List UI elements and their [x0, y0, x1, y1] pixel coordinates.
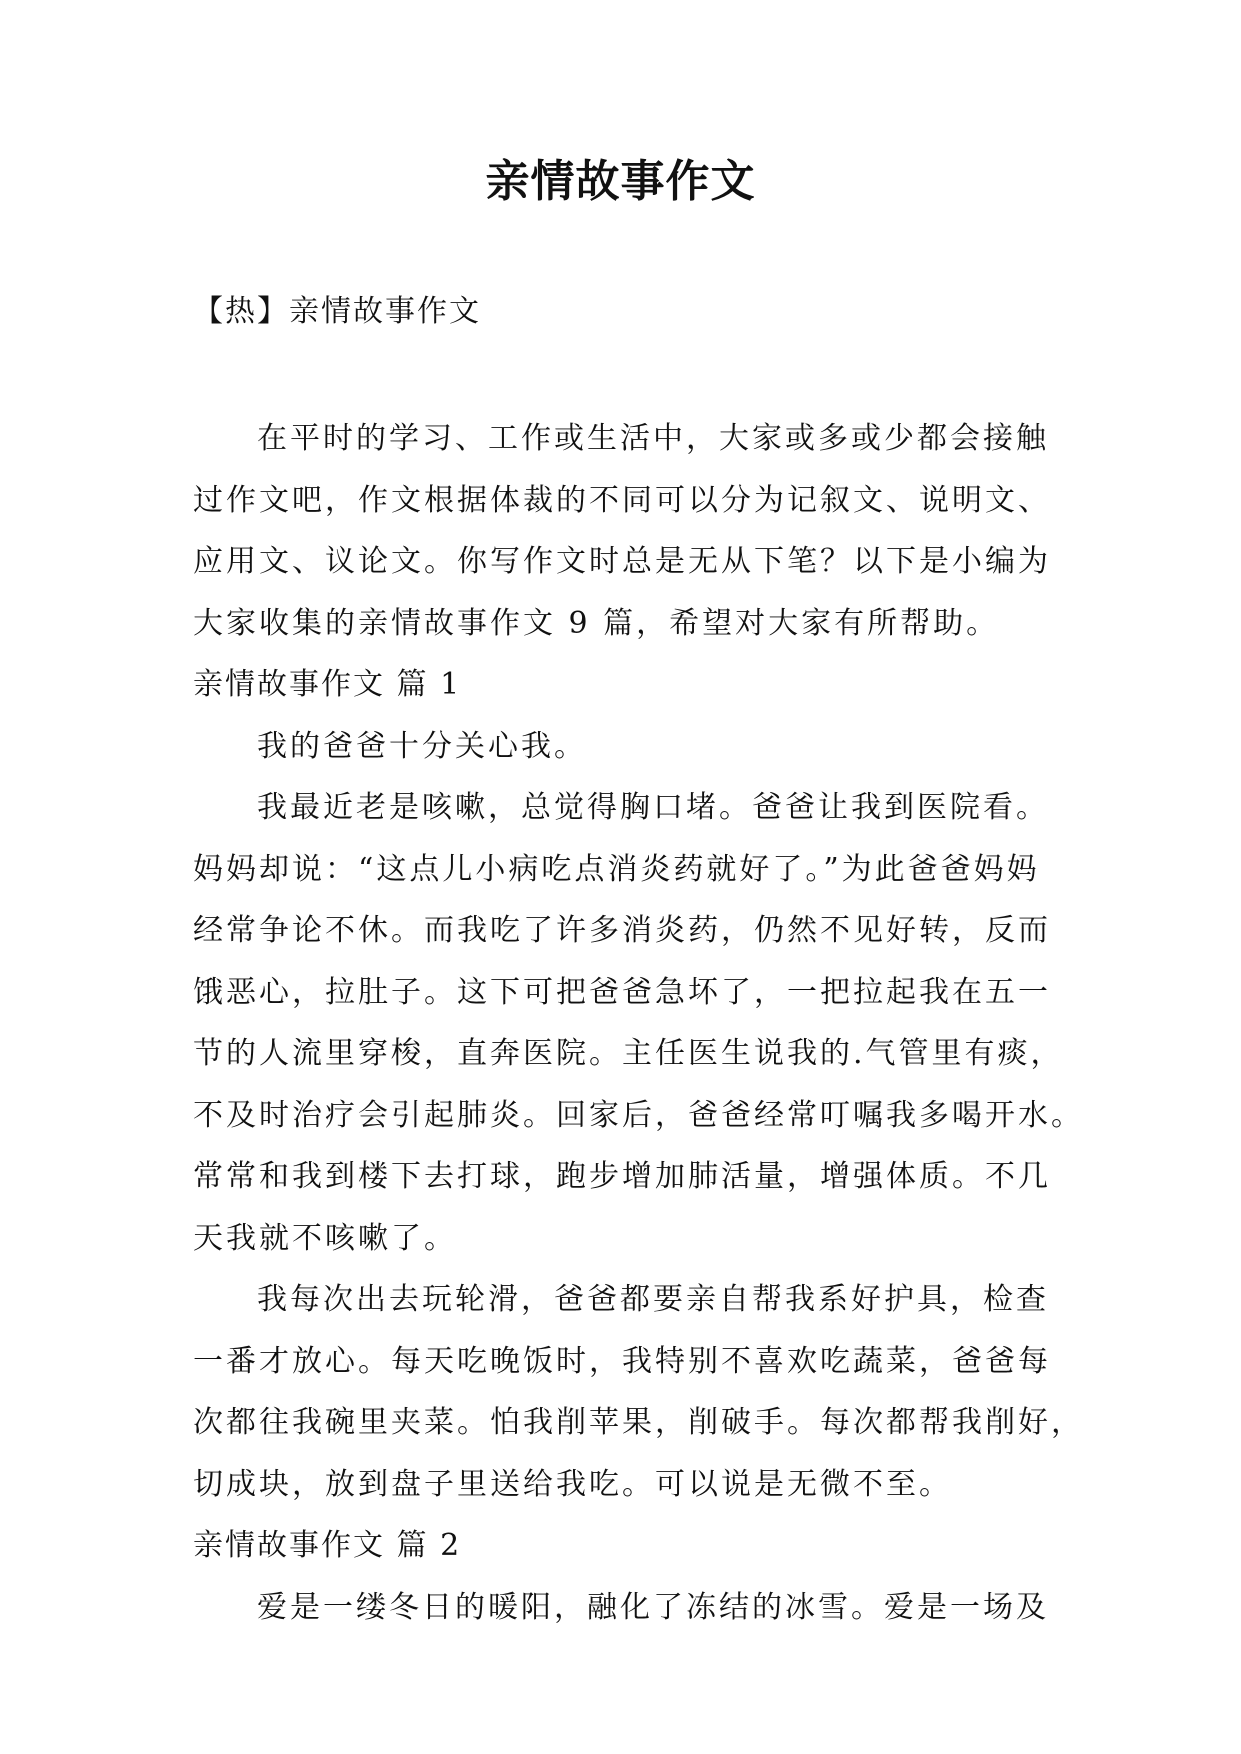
section-heading: 亲情故事作文 篇 2	[193, 1528, 462, 1563]
text-line: 大家收集的亲情故事作文 9 篇，希望对大家有所帮助。	[193, 605, 1000, 641]
text-line: 切成块，放到盘子里送给我吃。可以说是无微不至。	[193, 1466, 952, 1502]
text-line: 天我就不咳嗽了。	[193, 1220, 457, 1256]
document-title: 亲情故事作文	[485, 156, 756, 207]
text-line: 我的爸爸十分关心我。	[257, 728, 587, 764]
text-line: 我每次出去玩轮滑，爸爸都要亲自帮我系好护具，检查	[257, 1282, 1049, 1317]
text-line: 经常争论不休。而我吃了许多消炎药，仍然不见好转，反而	[193, 913, 1051, 948]
text-line: 不及时治疗会引起肺炎。回家后，爸爸经常叮嘱我多喝开水。	[193, 1097, 1084, 1133]
text-line: 应用文、议论文。你写作文时总是无从下笔？以下是小编为	[193, 544, 1051, 579]
text-line: 过作文吧，作文根据体裁的不同可以分为记叙文、说明文、	[193, 482, 1051, 518]
text-line: 节的人流里穿梭，直奔医院。主任医生说我的.气管里有痰，	[193, 1036, 1064, 1071]
text-line: 常常和我到楼下去打球，跑步增加肺活量，增强体质。不几	[193, 1159, 1051, 1194]
text-line: 次都往我碗里夹菜。怕我削苹果，削破手。每次都帮我削好，	[193, 1405, 1084, 1440]
text-line: 我最近老是咳嗽，总觉得胸口堵。爸爸让我到医院看。	[257, 790, 1049, 825]
text-line: 妈妈却说：“这点儿小病吃点消炎药就好了。”为此爸爸妈妈	[193, 851, 1040, 887]
document-subtitle: 【热】亲情故事作文	[193, 294, 481, 329]
text-line: 在平时的学习、工作或生活中，大家或多或少都会接触	[257, 421, 1049, 456]
document-body	[193, 408, 1084, 1638]
text-line: 一番才放心。每天吃晚饭时，我特别不喜欢吃蔬菜，爸爸每	[193, 1343, 1051, 1379]
text-line: 饿恶心，拉肚子。这下可把爸爸急坏了，一把拉起我在五一	[193, 974, 1051, 1010]
section-heading: 亲情故事作文 篇 1	[193, 667, 462, 702]
text-line: 爱是一缕冬日的暖阳，融化了冻结的冰雪。爱是一场及	[257, 1589, 1049, 1625]
